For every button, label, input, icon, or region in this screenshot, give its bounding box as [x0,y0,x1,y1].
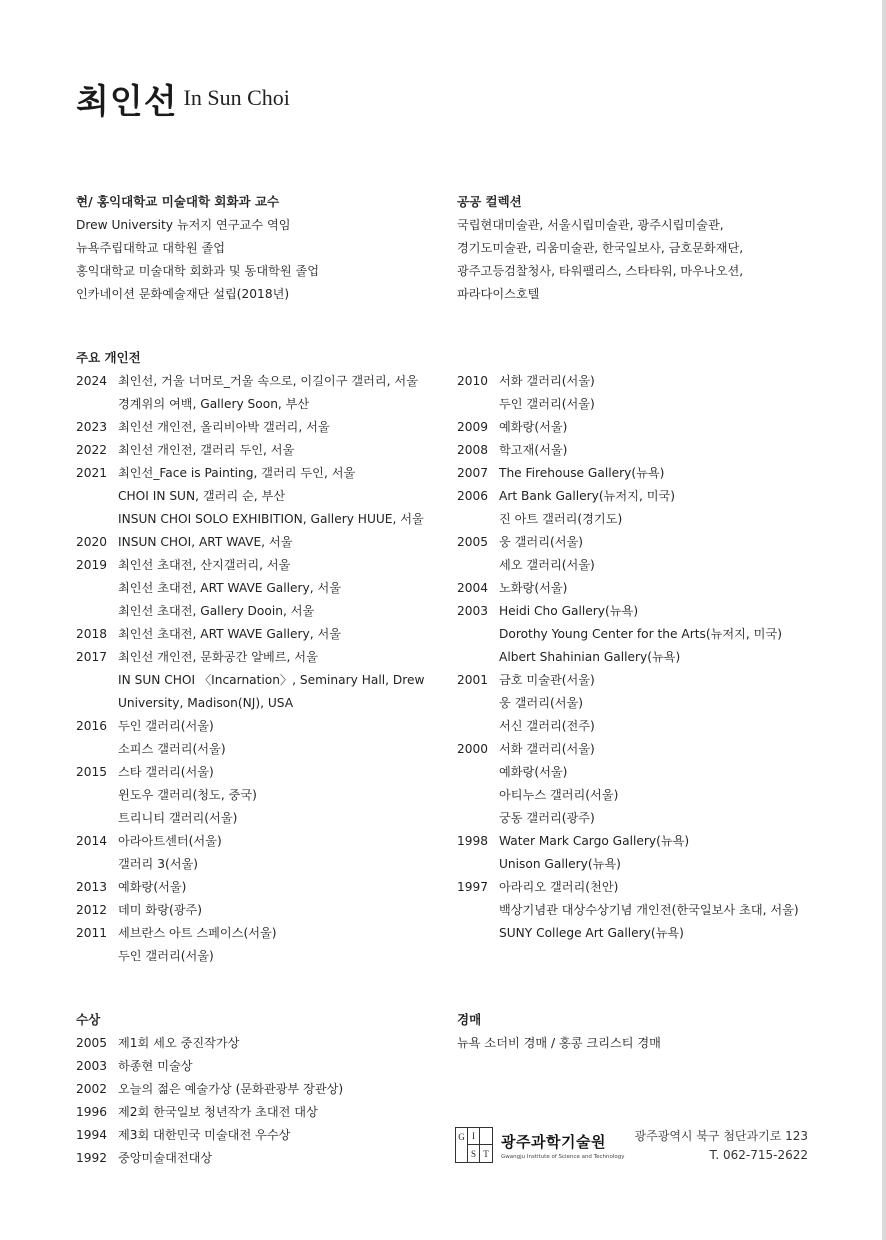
entry-year [76,692,118,715]
entry-text: Dorothy Young Center for the Arts(뉴저지, 미국) [499,627,782,641]
entry-text: 노화랑(서울) [499,581,568,595]
entry-text: 제2회 한국일보 청년작가 초대전 대상 [118,1105,318,1119]
entry-text: 아라리오 갤러리(천안) [499,880,619,894]
profile-line: 인카네이션 문화예술재단 설립(2018년) [76,287,290,301]
entry-year: 2015 [76,765,108,779]
collection-line: 광주고등검찰청사, 타워팰리스, 스타타워, 마우나오션, [457,264,744,278]
entry-text: 예화랑(서울) [499,420,568,434]
entry-text: 두인 갤러리(서울) [499,397,595,411]
logo-korean-name: 광주과학기술원 [501,1132,606,1151]
entry-year: 2002 [76,1082,108,1096]
solo-exhibitions-section [76,346,424,968]
entry-year: 2013 [76,880,108,894]
profile-line: Drew University 뉴저지 연구교수 역임 [76,218,291,232]
entry-year [457,761,499,784]
entry-year: 2006 [457,489,489,503]
solo-exhibition-row [76,738,424,761]
entry-year: 2010 [457,374,489,388]
entry-year: 2021 [76,466,108,480]
entry-text: Unison Gallery(뉴욕) [499,857,621,871]
awards-heading: 수상 [76,1012,101,1027]
solo-exhibition-row [76,577,424,600]
entry-year [76,577,118,600]
logo-letter-i: I [468,1128,480,1145]
solo-exhibition-row [457,738,799,761]
entry-year: 2012 [76,903,108,917]
collection-line: 경기도미술관, 리움미술관, 한국일보사, 금호문화재단, [457,241,744,255]
solo-exhibition-row [76,669,424,692]
logo-letter-g: G [456,1128,468,1145]
entry-year [457,784,499,807]
solo-exhibition-row [76,876,424,899]
solo-exhibition-row [76,485,424,508]
entry-text: 트리니티 갤러리(서울) [118,811,238,825]
entry-year [457,508,499,531]
entry-year [76,600,118,623]
entry-text: 최인선 초대전, ART WAVE Gallery, 서울 [118,627,342,641]
solo-exhibition-row [76,830,424,853]
solo-exhibition-row [76,393,424,416]
entry-text: 최인선, 거울 너머로_거울 속으로, 이길이구 갤러리, 서울 [118,374,418,388]
award-row [76,1124,343,1147]
solo-exhibition-row [457,807,799,830]
solo-exhibition-row [76,439,424,462]
entry-text: 예화랑(서울) [499,765,568,779]
solo-exhibition-row [457,416,799,439]
logo-letter-t: T [483,1148,489,1159]
entry-text: 최인선 초대전, 산지갤러리, 서울 [118,558,291,572]
entry-year [457,393,499,416]
entry-text: 데미 화랑(광주) [118,903,203,917]
entry-year: 2018 [76,627,108,641]
solo-exhibition-row [457,508,799,531]
solo-exhibition-row [457,784,799,807]
entry-year [76,508,118,531]
entry-text: 두인 갤러리(서울) [118,949,214,963]
profile-line: 홍익대학교 미술대학 회화과 및 동대학원 졸업 [76,264,320,278]
solo-exhibition-row [76,370,424,393]
solo-exhibition-row [76,531,424,554]
entry-year [457,899,499,922]
solo-exhibition-row [457,554,799,577]
entry-year [76,393,118,416]
entry-year: 2024 [76,374,108,388]
entry-text: 제1회 세오 중진작가상 [118,1036,240,1050]
entry-text: 하종현 미술상 [118,1059,193,1073]
auction-text: 뉴욕 소더비 경매 / 홍콩 크리스티 경매 [457,1036,661,1050]
entry-text: 스타 갤러리(서울) [118,765,214,779]
entry-text: 세오 갤러리(서울) [499,558,595,572]
entry-text: 갤러리 3(서울) [118,857,199,871]
collection-line: 파라다이스호텔 [457,287,540,301]
awards-section [76,1008,343,1170]
solo-exhibition-row [76,761,424,784]
solo-exhibition-row [457,439,799,462]
entry-year: 2022 [76,443,108,457]
entry-text: 최인선_Face is Painting, 갤러리 두인, 서울 [118,466,356,480]
entry-text: 서화 갤러리(서울) [499,374,595,388]
solo-exhibition-row [457,623,799,646]
entry-year: 2023 [76,420,108,434]
entry-year [76,807,118,830]
solo-exhibition-row [76,623,424,646]
entry-year: 2009 [457,420,489,434]
solo-exhibition-row [457,669,799,692]
title-korean: 최인선 [76,82,178,122]
entry-text: 최인선 개인전, 올리비아박 갤러리, 서울 [118,420,330,434]
entry-text: 중앙미술대전대상 [118,1151,213,1165]
entry-year [457,554,499,577]
entry-text: 최인선 개인전, 문화공간 알베르, 서울 [118,650,318,664]
solo-exhibition-row [457,485,799,508]
entry-year: 1997 [457,880,489,894]
solo-exhibition-row [76,922,424,945]
entry-text: Heidi Cho Gallery(뉴욕) [499,604,639,618]
entry-text: 최인선 초대전, ART WAVE Gallery, 서울 [118,581,342,595]
entry-year: 1996 [76,1105,108,1119]
entry-text: CHOI IN SUN, 갤러리 순, 부산 [118,489,286,503]
award-row [76,1032,343,1055]
entry-year [76,669,118,692]
entry-year: 2017 [76,650,108,664]
entry-year: 2001 [457,673,489,687]
solo-exhibition-row [457,531,799,554]
entry-text: Albert Shahinian Gallery(뉴욕) [499,650,681,664]
solo-exhibition-row [76,784,424,807]
entry-year [76,485,118,508]
entry-text: 제3회 대한민국 미술대전 우수상 [118,1128,291,1142]
solo-exhibition-row [457,577,799,600]
entry-year: 2016 [76,719,108,733]
entry-text: 윈도우 갤러리(청도, 중국) [118,788,257,802]
entry-text: IN SUN CHOI 〈Incarnation〉, Seminary Hall, Drew [118,673,425,687]
entry-text: INSUN CHOI, ART WAVE, 서울 [118,535,293,549]
entry-text: 예화랑(서울) [118,880,187,894]
solo-exhibition-row [76,462,424,485]
entry-year: 2004 [457,581,489,595]
entry-year: 1998 [457,834,489,848]
solo-exhibition-row [457,899,799,922]
entry-year [457,646,499,669]
collections-section [457,190,743,306]
solo-exhibition-row [457,830,799,853]
solo-exhibition-row [457,761,799,784]
solo-exhibitions-right-column [457,370,799,945]
entry-text: 소피스 갤러리(서울) [118,742,226,756]
solo-exhibition-row [76,554,424,577]
logo-blank-cell-2 [456,1145,468,1162]
logo-letter-s: S [468,1145,480,1162]
entry-text: 궁동 갤러리(광주) [499,811,595,825]
solo-exhibition-row [76,715,424,738]
award-row [76,1147,343,1170]
entry-year: 2019 [76,558,108,572]
entry-year: 2005 [76,1036,108,1050]
entry-text: Water Mark Cargo Gallery(뉴욕) [499,834,690,848]
entry-text: SUNY College Art Gallery(뉴욕) [499,926,684,940]
entry-text: The Firehouse Gallery(뉴욕) [499,466,665,480]
solo-exhibition-row [457,715,799,738]
award-row [76,1055,343,1078]
solo-exhibition-row [457,692,799,715]
entry-text: Art Bank Gallery(뉴저지, 미국) [499,489,676,503]
solo-exhibition-row [76,416,424,439]
entry-year: 2003 [457,604,489,618]
profile-section [76,190,319,306]
solo-exhibition-row [457,462,799,485]
solo-exhibition-row [76,807,424,830]
entry-text: University, Madison(NJ), USA [118,696,294,710]
gist-logo [455,1127,624,1163]
entry-year [457,623,499,646]
entry-text: 경계위의 여백, Gallery Soon, 부산 [118,397,310,411]
entry-year [76,784,118,807]
logo-english-name: Gwangju Institute of Science and Technology [501,1153,625,1160]
entry-year [76,853,118,876]
gist-logo-mark [455,1127,493,1163]
solo-exhibition-row [76,945,424,968]
entry-text: 두인 갤러리(서울) [118,719,214,733]
auction-heading: 경매 [457,1012,482,1027]
entry-text: 오늘의 젊은 예술가상 (문화관광부 장관상) [118,1082,344,1096]
entry-text: 최인선 개인전, 갤러리 두인, 서울 [118,443,295,457]
profile-line: 뉴욕주립대학교 대학원 졸업 [76,241,226,255]
solo-exhibition-row [76,853,424,876]
solo-exhibition-row [457,600,799,623]
profile-heading: 현/ 홍익대학교 미술대학 회화과 교수 [76,194,280,209]
entry-year [457,715,499,738]
entry-text: 세브란스 아트 스페이스(서울) [118,926,277,940]
entry-text: 금호 미술관(서울) [499,673,595,687]
entry-year: 2007 [457,466,489,480]
solo-exhibition-row [457,876,799,899]
page-edge [882,0,886,1240]
entry-year: 2005 [457,535,489,549]
entry-year [457,807,499,830]
title-english: In Sun Choi [183,85,290,110]
entry-text: 아티누스 갤러리(서울) [499,788,619,802]
solo-exhibition-row [76,899,424,922]
entry-year: 1992 [76,1151,108,1165]
solo-exhibition-row [457,853,799,876]
award-row [76,1101,343,1124]
solo-exhibition-row [457,393,799,416]
entry-year: 2008 [457,443,489,457]
entry-text: 최인선 초대전, Gallery Dooin, 서울 [118,604,315,618]
entry-year [76,738,118,761]
entry-text: 서화 갤러리(서울) [499,742,595,756]
solo-exhibition-row [457,922,799,945]
solo-exhibition-row [76,600,424,623]
entry-text: 아라아트센터(서울) [118,834,222,848]
solo-exhibition-row [457,370,799,393]
entry-text: 웅 갤러리(서울) [499,696,584,710]
entry-year: 1994 [76,1128,108,1142]
phone-line: T. 062-715-2622 [709,1148,808,1162]
address-line: 광주광역시 북구 첨단과기로 123 [634,1129,808,1143]
entry-year: 2003 [76,1059,108,1073]
entry-year [76,945,118,968]
solo-exhibition-row [457,646,799,669]
entry-year [457,922,499,945]
collection-line: 국립현대미술관, 서울시립미술관, 광주시립미술관, [457,218,724,232]
solo-exhibition-row [76,692,424,715]
entry-year: 2011 [76,926,108,940]
award-row [76,1078,343,1101]
entry-year: 2020 [76,535,108,549]
entry-text: 진 아트 갤러리(경기도) [499,512,623,526]
collections-heading: 공공 컬렉션 [457,194,522,209]
page-title [76,74,290,123]
entry-text: 서신 갤러리(전주) [499,719,595,733]
entry-text: 웅 갤러리(서울) [499,535,584,549]
entry-text: INSUN CHOI SOLO EXHIBITION, Gallery HUUE, 서울 [118,512,424,526]
entry-year: 2014 [76,834,108,848]
footer-address [635,1127,808,1165]
entry-year [457,692,499,715]
entry-year [457,853,499,876]
entry-year: 2000 [457,742,489,756]
entry-text: 학고재(서울) [499,443,568,457]
solo-exhibition-row [76,508,424,531]
entry-text: 백상기념관 대상수상기념 개인전(한국일보사 초대, 서울) [499,903,799,917]
solo-heading: 주요 개인전 [76,350,141,365]
logo-blank-cell [480,1128,492,1145]
auction-section [457,1008,661,1055]
solo-exhibition-row [76,646,424,669]
